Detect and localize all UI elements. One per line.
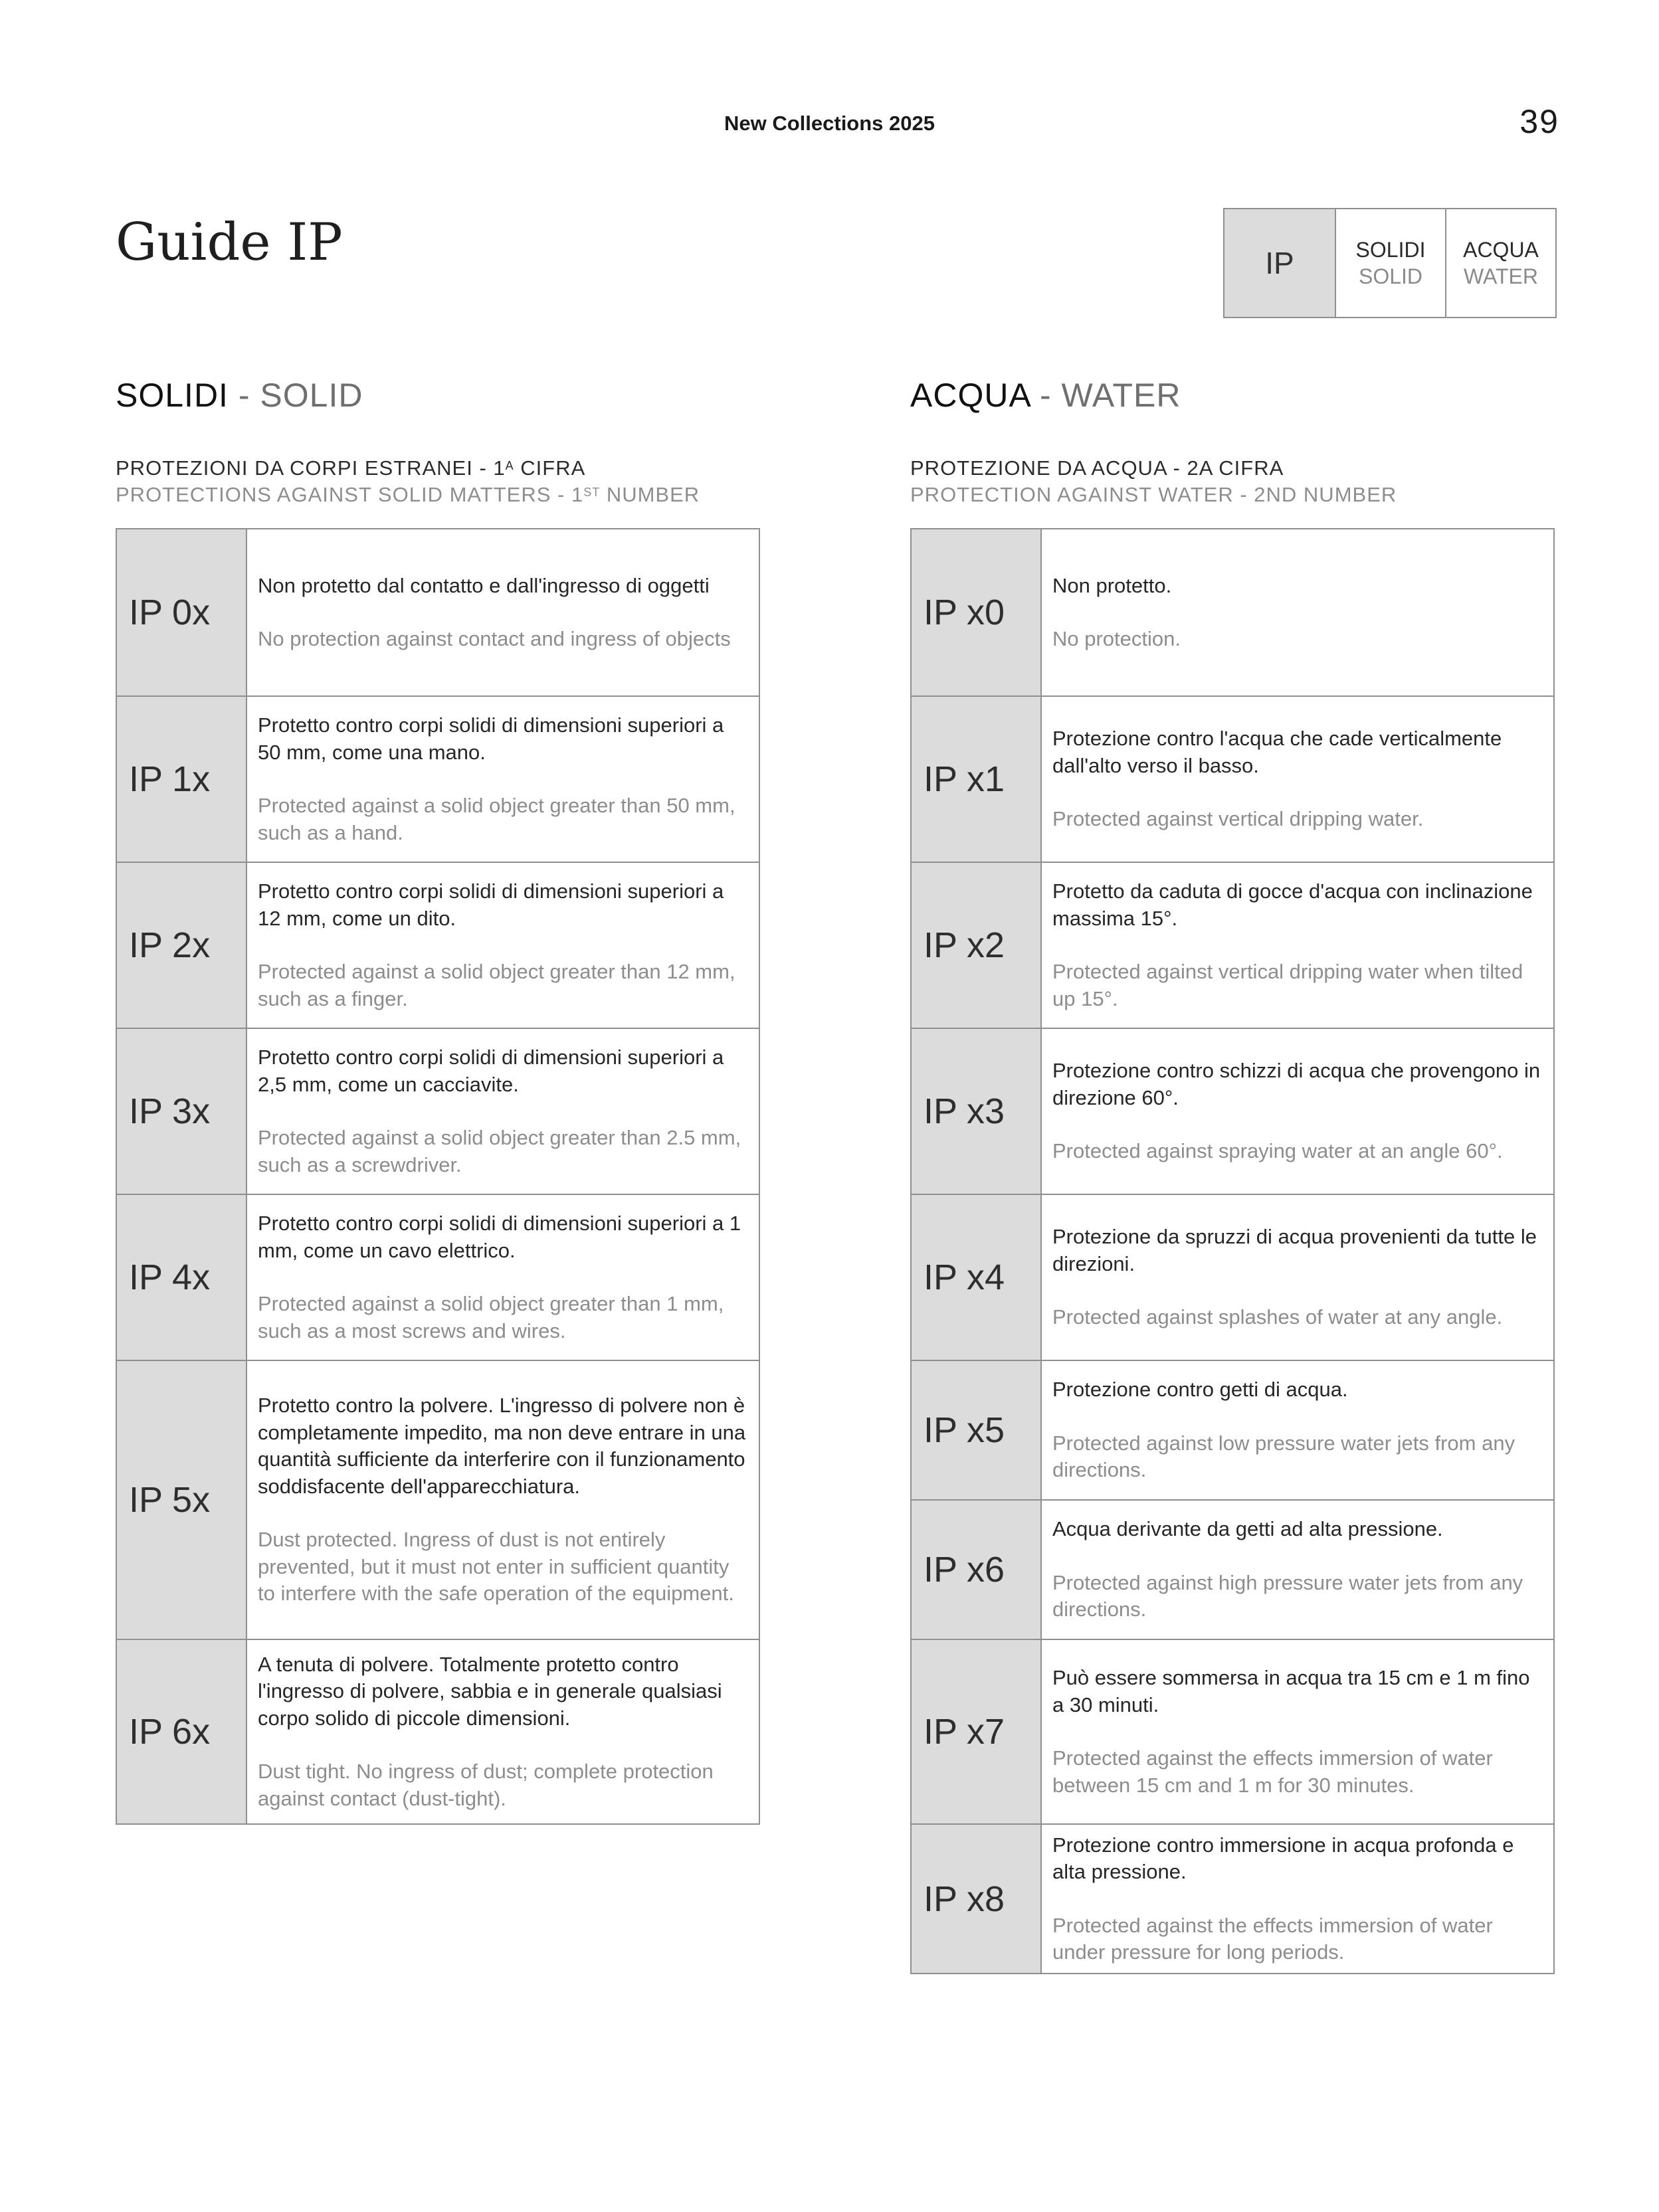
ip-legend: [1223, 208, 1557, 318]
row-description: [1042, 1640, 1553, 1823]
description-en: Protected against high pressure water jets from any directions.: [1052, 1570, 1523, 1621]
solids-section: [116, 369, 760, 1825]
collection-header: New Collections 2025: [724, 112, 935, 135]
table-row: [912, 1499, 1553, 1639]
description-en: Protected against the effects immersion of water between 15 cm and 1 m for 30 minutes.: [1052, 1746, 1493, 1797]
row-description: [247, 697, 759, 862]
description-it: Protetto contro corpi solidi di dimensioni superiori a 12 mm, come un dito.: [258, 879, 724, 930]
table-row: [912, 1823, 1553, 1973]
description-en: Protected against low pressure water jets from any directions.: [1052, 1431, 1515, 1482]
row-description: [247, 1361, 759, 1639]
table-row: [117, 862, 759, 1028]
solids-subtitle-en-sup: ST: [583, 486, 601, 499]
description-en: Protected against a solid object greater than 2.5 mm, such as a screwdriver.: [258, 1126, 741, 1176]
row-description: [247, 1195, 759, 1360]
ip-code: IP 4x: [117, 1195, 247, 1360]
legend-solid-en: SOLID: [1358, 264, 1423, 288]
row-description: [247, 863, 759, 1028]
solids-title-en: SOLID: [260, 377, 363, 414]
description-en: Dust protected. Ingress of dust is not entirely prevented, but it must not enter in sufficient quantity to interfere with the safe operation of the equipment.: [258, 1528, 734, 1606]
table-row: [912, 1194, 1553, 1360]
water-section-title: [910, 369, 1555, 422]
ip-code: IP x8: [912, 1825, 1042, 1973]
description-en: Protected against a solid object greater than 50 mm, such as a hand.: [258, 794, 735, 844]
description-it: Protetto contro corpi solidi di dimensioni superiori a 1 mm, come un cavo elettrico.: [258, 1212, 741, 1262]
description-en: Protected against a solid object greater than 1 mm, such as a most screws and wires.: [258, 1292, 724, 1342]
ip-code: IP x2: [912, 863, 1042, 1028]
solids-title-it: SOLIDI: [116, 377, 229, 414]
ip-code: IP 1x: [117, 697, 247, 862]
legend-ip-label: IP: [1265, 246, 1294, 280]
table-row: [117, 529, 759, 695]
table-row: [912, 695, 1553, 862]
row-description: [247, 1029, 759, 1194]
table-row: [912, 1360, 1553, 1499]
row-description: [1042, 1195, 1553, 1360]
page-number: 39: [1519, 103, 1559, 140]
table-row: [117, 1194, 759, 1360]
description-en: No protection.: [1052, 627, 1181, 650]
description-it: Protezione contro immersione in acqua profonda e alta pressione.: [1052, 1833, 1514, 1883]
row-description: [247, 1640, 759, 1823]
solids-subtitle-en: PROTECTIONS AGAINST SOLID MATTERS - 1ST NUMBER: [116, 483, 700, 506]
legend-water-it: ACQUA: [1463, 238, 1539, 262]
description-en: Protected against splashes of water at any angle.: [1052, 1305, 1503, 1329]
ip-code: IP x5: [912, 1361, 1042, 1499]
ip-code: IP 2x: [117, 863, 247, 1028]
solids-subtitle-it: PROTEZIONI DA CORPI ESTRANEI - $1^A$ CIFRA: [116, 456, 586, 480]
ip-code: IP x6: [912, 1501, 1042, 1639]
ip-code: IP 0x: [117, 529, 247, 695]
table-row: [117, 1028, 759, 1194]
description-en: Protected against vertical dripping water.: [1052, 807, 1424, 831]
legend-solid-it: SOLIDI: [1355, 238, 1426, 262]
table-row: [912, 1028, 1553, 1194]
row-description: [247, 529, 759, 695]
table-row: [117, 1639, 759, 1823]
page-title: Guide IP: [116, 213, 343, 272]
row-description: [1042, 1501, 1553, 1639]
water-title-sep: -: [1030, 377, 1062, 414]
water-section: [910, 369, 1555, 1974]
legend-water-en: WATER: [1464, 264, 1538, 288]
ip-code: IP 6x: [117, 1640, 247, 1823]
description-it: Protezione contro schizzi di acqua che provengono in direzione 60°.: [1052, 1059, 1541, 1109]
ip-code: IP x7: [912, 1640, 1042, 1823]
solids-table: [116, 528, 760, 1825]
description-en: Protected against a solid object greater than 12 mm, such as a finger.: [258, 960, 735, 1010]
description-it: Protetto da caduta di gocce d'acqua con inclinazione massima 15°.: [1052, 879, 1533, 930]
description-en: Protected against the effects immersion of water under pressure for long periods.: [1052, 1913, 1493, 1964]
row-description: [1042, 697, 1553, 862]
legend-ip-cell: [1224, 209, 1335, 317]
description-it: Acqua derivante da getti ad alta pressione.: [1052, 1517, 1443, 1541]
table-row: [912, 1639, 1553, 1823]
description-it: Protetto contro la polvere. L'ingresso di polvere non è completamente impedito, ma non deve entrare in una quantità sufficiente da interferire con il funzionamento soddisfacente dell'apparecchiatura.: [258, 1394, 746, 1498]
description-it: Protezione da spruzzi di acqua provenienti da tutte le direzioni.: [1052, 1225, 1537, 1275]
row-description: [1042, 863, 1553, 1028]
description-it: Non protetto.: [1052, 573, 1172, 597]
ip-code: IP 3x: [117, 1029, 247, 1194]
table-row: [912, 862, 1553, 1028]
ip-code: IP x4: [912, 1195, 1042, 1360]
solids-title-sep: -: [228, 377, 260, 414]
water-title-en: WATER: [1061, 377, 1181, 414]
row-description: [1042, 529, 1553, 695]
description-en: Protected against vertical dripping water when tilted up 15°.: [1052, 960, 1523, 1010]
table-row: [912, 529, 1553, 695]
description-en: No protection against contact and ingress of objects: [258, 627, 731, 650]
ip-code: IP x3: [912, 1029, 1042, 1194]
ip-code: IP x0: [912, 529, 1042, 695]
description-it: A tenuta di polvere. Totalmente protetto contro l'ingresso di polvere, sabbia e in generale qualsiasi corpo solido di piccole dimensioni.: [258, 1652, 722, 1730]
description-it: Può essere sommersa in acqua tra 15 cm e 1 m fino a 30 minuti.: [1052, 1666, 1530, 1716]
description-it: Non protetto dal contatto e dall'ingresso di oggetti: [258, 573, 710, 597]
ip-code: IP x1: [912, 697, 1042, 862]
water-table: [910, 528, 1555, 1974]
solids-section-title: [116, 369, 760, 422]
water-title-it: ACQUA: [910, 377, 1030, 414]
description-en: Dust tight. No ingress of dust; complete protection against contact (dust-tight).: [258, 1760, 714, 1810]
table-row: [117, 695, 759, 862]
description-it: Protezione contro getti di acqua.: [1052, 1378, 1348, 1402]
description-en: Protected against spraying water at an angle 60°.: [1052, 1139, 1503, 1163]
row-description: [1042, 1361, 1553, 1499]
legend-solid-cell: [1335, 209, 1445, 317]
ip-code: IP 5x: [117, 1361, 247, 1639]
legend-water-cell: [1445, 209, 1555, 317]
row-description: [1042, 1825, 1553, 1973]
solids-subtitle-it-sup: A: [505, 459, 514, 472]
description-it: Protetto contro corpi solidi di dimensioni superiori a 50 mm, come una mano.: [258, 713, 724, 764]
water-subtitle-en: PROTECTION AGAINST WATER - 2ND NUMBER: [910, 483, 1397, 506]
description-it: Protetto contro corpi solidi di dimensioni superiori a 2,5 mm, come un cacciavite.: [258, 1046, 724, 1096]
water-subtitle-it: PROTEZIONE DA ACQUA - 2A CIFRA: [910, 456, 1284, 480]
row-description: [1042, 1029, 1553, 1194]
table-row: [117, 1360, 759, 1639]
description-it: Protezione contro l'acqua che cade verticalmente dall'alto verso il basso.: [1052, 727, 1502, 777]
